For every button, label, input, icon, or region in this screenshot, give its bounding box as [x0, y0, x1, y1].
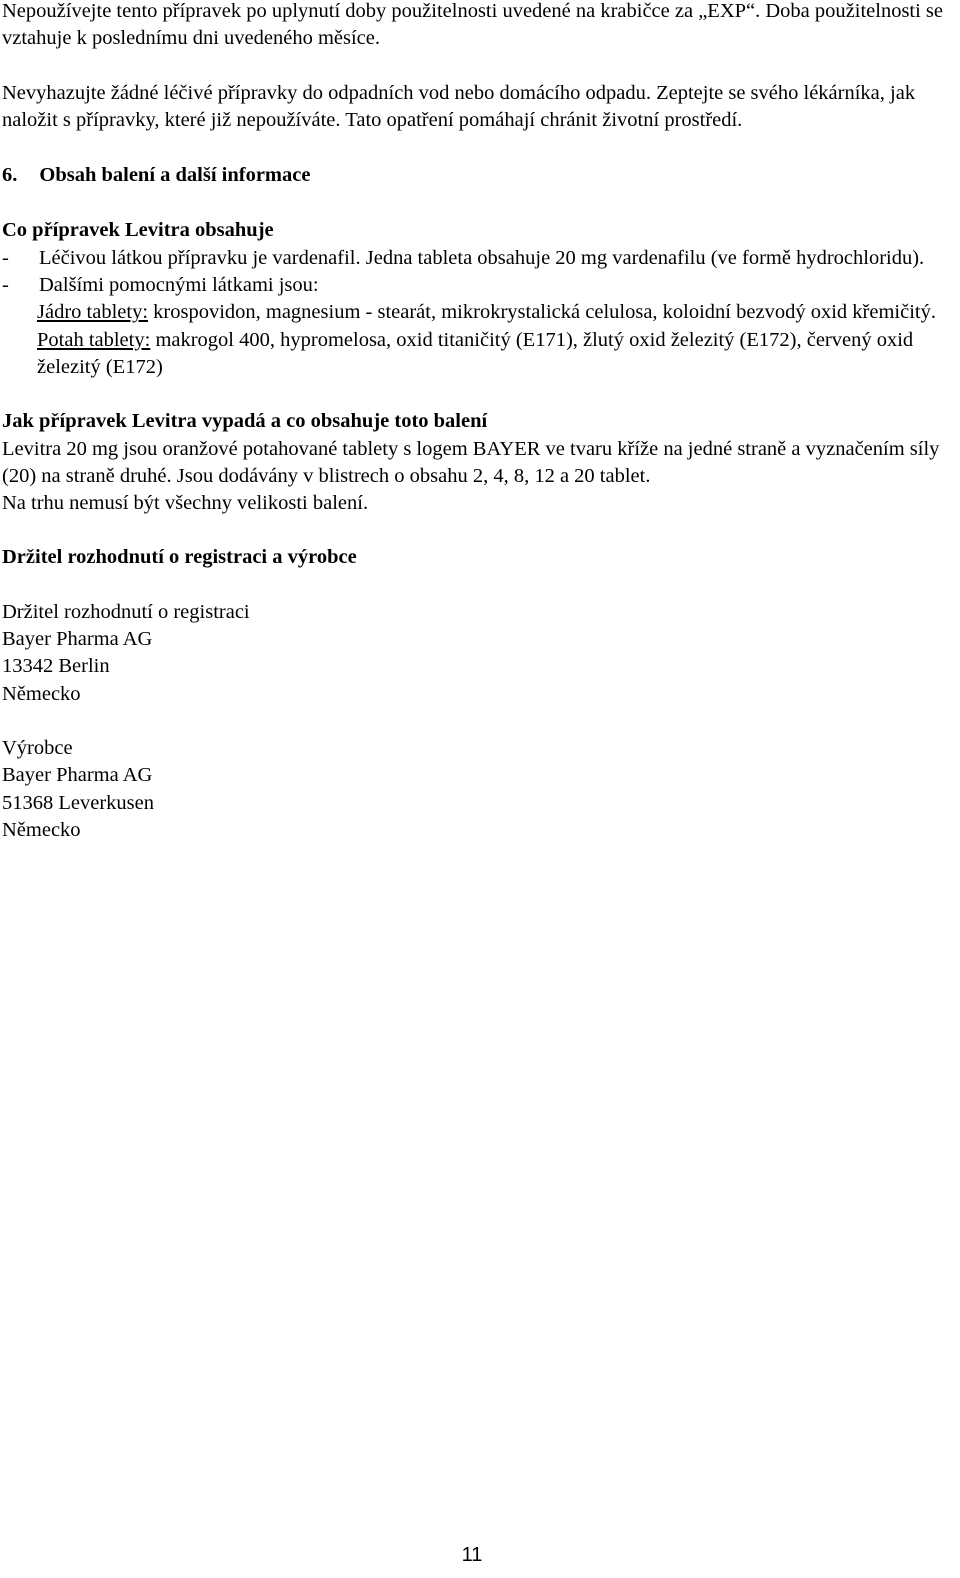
list-dash: - [2, 246, 9, 269]
active-substance-text: Léčivou látkou přípravku je vardenafil. Jedna tableta obsahuje 20 mg vardenafilu (ve formě hydrochloridu). [39, 246, 925, 269]
marketing-authorisation-holder [2, 599, 956, 708]
list-item [2, 245, 956, 272]
pack-sizes-note: Na trhu nemusí být všechny velikosti balení. [2, 492, 369, 515]
disposal-paragraph: Nevyhazujte žádné léčivé přípravky do odpadních vod nebo domácího odpadu. Zeptejte se svého lékárníka, jak naložit s přípravky, které již nepoužíváte. Tato opatření pomáhají chránit životní prostředí. [2, 81, 916, 131]
manufacturer-city: 51368 Leverkusen [2, 791, 154, 814]
manufacturer [2, 735, 956, 844]
tablet-core-label: Jádro tablety: [37, 301, 149, 324]
excipients-details [2, 299, 956, 381]
excipients-intro: Dalšími pomocnými látkami jsou: [39, 274, 319, 297]
mah-label: Držitel rozhodnutí o registraci [2, 600, 250, 623]
appearance-text: Levitra 20 mg jsou oranžové potahované tablety s logem BAYER ve tvaru kříže na jedné straně a vyznačením síly (20) na straně druhé. Jsou dodávány v blistrech o obsahu 2, 4, 8, 12 a 20 tablet. [2, 437, 940, 487]
tablet-coat-line [37, 327, 956, 382]
tablet-coat-label: Potah tablety: [37, 328, 151, 351]
document-page [2, 0, 956, 844]
list-dash: - [2, 274, 9, 297]
tablet-core-line [37, 299, 956, 326]
contents-heading: Co přípravek Levitra obsahuje [2, 219, 274, 242]
section-number: 6. [2, 164, 18, 187]
contents-list [2, 245, 956, 300]
holder-heading: Držitel rozhodnutí o registraci a výrobce [2, 546, 357, 569]
tablet-core-text: krospovidon, magnesium - stearát, mikrokrystalická celulosa, koloidní bezvodý oxid křemičitý. [148, 301, 936, 324]
list-item [2, 272, 956, 299]
mah-city: 13342 Berlin [2, 655, 110, 678]
manufacturer-label: Výrobce [2, 736, 73, 759]
mah-country: Německo [2, 682, 81, 705]
appearance-heading: Jak přípravek Levitra vypadá a co obsahuje toto balení [2, 410, 488, 433]
section-6-heading [2, 162, 956, 189]
expiry-paragraph: Nepoužívejte tento přípravek po uplynutí doby použitelnosti uvedené na krabičce za „EXP“. Doba použitelnosti se vztahuje k poslednímu dni uvedeného měsíce. [2, 0, 944, 50]
page-number: 11 [461, 1544, 483, 1566]
section-title: Obsah balení a další informace [39, 164, 311, 187]
mah-company: Bayer Pharma AG [2, 628, 153, 651]
tablet-coat-text: makrogol 400, hypromelosa, oxid titaničitý (E171), žlutý oxid železitý (E172), červený oxid železitý (E172) [37, 328, 914, 378]
manufacturer-country: Německo [2, 818, 81, 841]
manufacturer-company: Bayer Pharma AG [2, 764, 153, 787]
